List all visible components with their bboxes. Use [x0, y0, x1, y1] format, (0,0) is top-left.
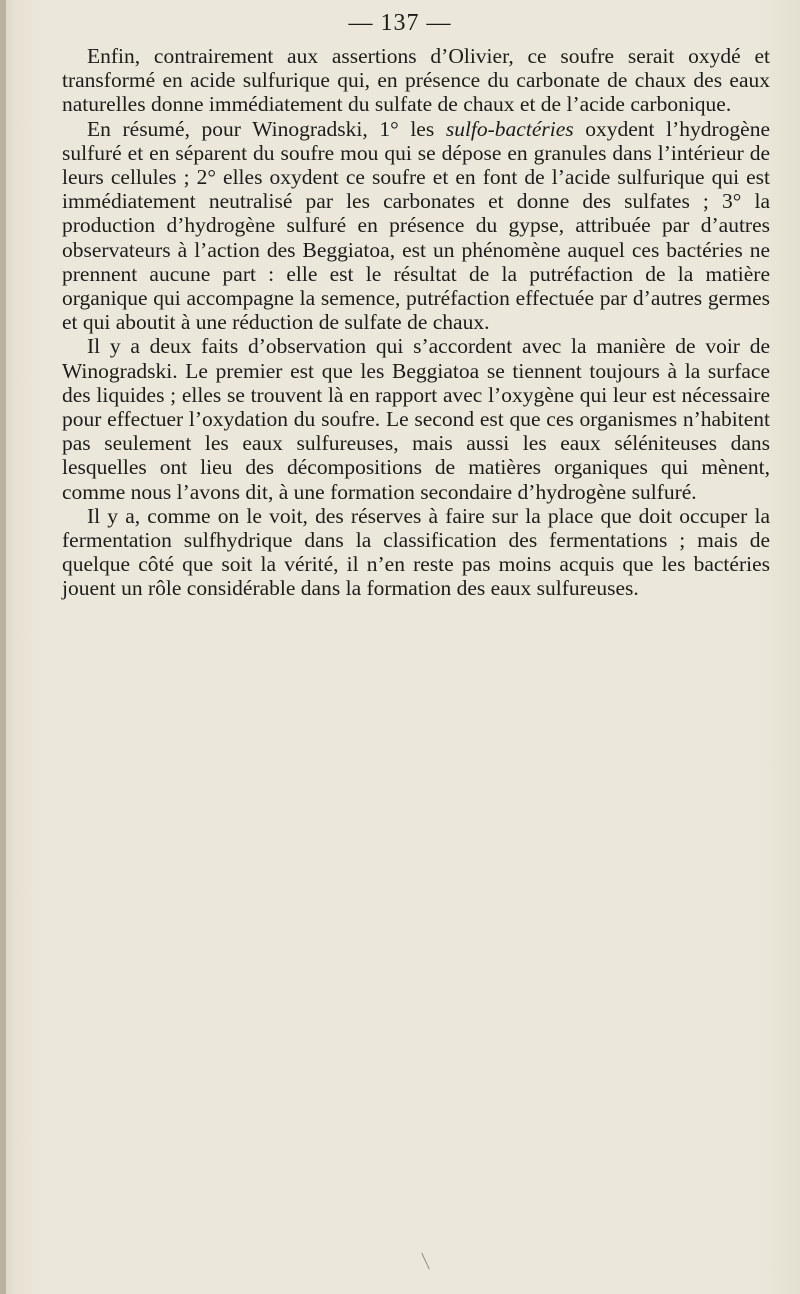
paragraph-2-start: En résumé, pour Winogradski, 1° les — [87, 116, 446, 141]
page-number: — 137 — — [348, 10, 452, 36]
paragraph-2-rest: oxydent l’hydrogène sulfuré et en séparent du soufre mou qui se dépose en granules dans l’intérieur de leurs cellules ; 2° elles oxydent ce soufre et en font de l’acide sulfurique qui est immédiatement neutralisé par les carbonates et donne des sulfates ; 3° la production d’hydrogène sulfuré en présence du gypse, attribuée par d’autres observateurs à l’action des Beggiatoa, est un phénomène auquel ces bactéries ne prennent aucune part : elle est le résultat de la putréfaction de la matière organique qui accompagne la semence, putréfaction effectuée par d’autres germes et qui aboutit à une réduction de sulfate de chaux. — [62, 116, 770, 335]
paragraph-2 — [62, 117, 770, 335]
paragraph-4: Il y a, comme on le voit, des réserves à faire sur la place que doit occuper la fermentation sulfhydrique dans la classification des fermentations ; mais de quelque côté que soit la vérité, il n’en reste pas moins acquis que les bactéries jouent un rôle considérable dans la formation des eaux sulfureuses. — [62, 503, 770, 601]
paragraph-1: Enfin, contrairement aux assertions d’Olivier, ce soufre serait oxydé et transformé en acide sulfurique qui, en présence du carbonate de chaux des eaux naturelles donne immédiatement du sulfate de chaux et de l’acide carbonique. — [62, 44, 770, 117]
italic-term-sulfo-bacteries: sulfo-bactéries — [445, 116, 574, 141]
body-text — [62, 44, 770, 601]
paragraph-3: Il y a deux faits d’observation qui s’accordent avec la manière de voir de Winogradski. Le premier est que les Beggiatoa se tiennent toujours à la surface des liquides ; elles se trouvent là en rapport avec l’oxygène qui leur est nécessaire pour effectuer l’oxydation du soufre. Le second est que ces organismes n’habitent pas seulement les eaux sulfureuses, mais aussi les eaux séléniteuses dans lesquelles ont lieu des décompositions de matières organiques qui mènent, comme nous l’avons dit, à une formation secondaire d’hydrogène sulfuré. — [62, 334, 770, 504]
page-binding-edge — [0, 0, 6, 1294]
pencil-mark — [421, 1253, 430, 1270]
